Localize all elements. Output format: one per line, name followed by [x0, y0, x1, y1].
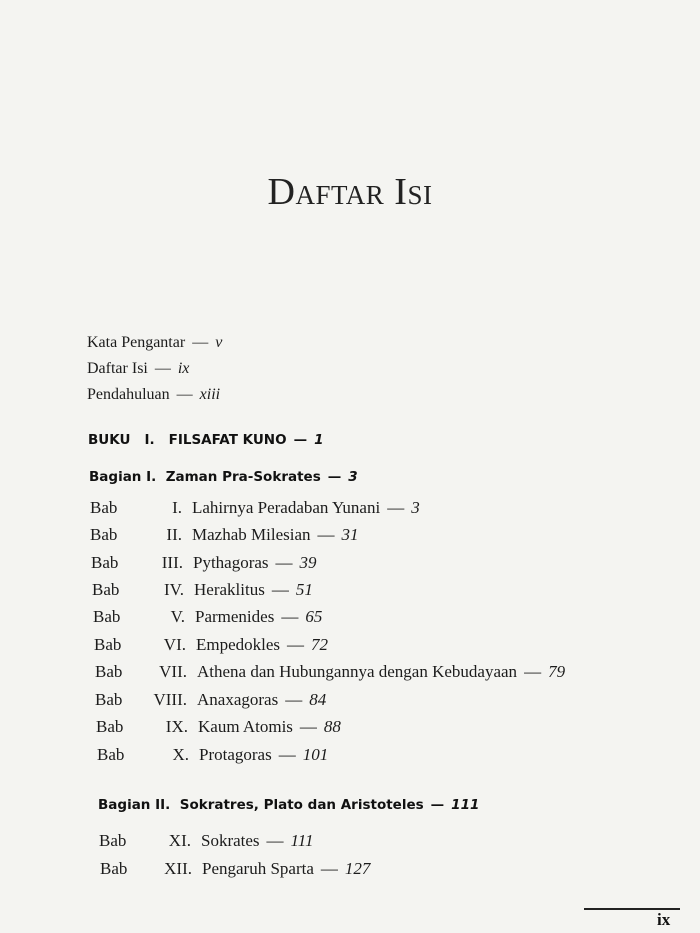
part-page: 111: [451, 797, 480, 813]
chapter-dash: —: [317, 525, 335, 544]
entry-dash: —: [176, 386, 193, 403]
chapter-bab: Bab: [97, 745, 125, 764]
chapter-entry: [100, 857, 370, 881]
book-page: 1: [314, 432, 324, 448]
book-label: FILSAFAT KUNO: [168, 432, 287, 448]
page-title: Daftar Isi: [267, 171, 433, 213]
part-heading: [89, 469, 358, 485]
book-heading: [88, 432, 323, 448]
entry-label: Daftar Isi: [87, 360, 148, 377]
chapter-page: 127: [344, 859, 371, 878]
chapter-dash: —: [281, 607, 299, 626]
chapter-bab: Bab: [90, 498, 118, 517]
chapter-page: 84: [309, 690, 327, 709]
chapter-title: Sokrates: [201, 831, 260, 850]
chapter-entry: [90, 523, 359, 547]
chapter-page: 72: [311, 635, 329, 654]
chapter-bab: Bab: [96, 717, 124, 736]
chapter-entry: [90, 496, 420, 520]
chapter-dash: —: [266, 831, 284, 850]
part-word: Bagian: [98, 797, 151, 813]
chapter-page: 3: [411, 498, 420, 517]
entry-dash: —: [192, 334, 209, 351]
chapter-entry: [95, 688, 326, 712]
entry-dash: —: [154, 360, 171, 377]
chapter-number: X.: [172, 745, 189, 764]
chapter-number: V.: [170, 607, 185, 626]
chapter-page: 88: [323, 717, 341, 736]
chapter-bab: Bab: [92, 580, 120, 599]
chapter-dash: —: [285, 690, 303, 709]
front-matter-list: [87, 330, 222, 408]
chapter-dash: —: [275, 553, 293, 572]
chapter-bab: Bab: [91, 553, 119, 572]
chapter-page: 79: [548, 662, 566, 681]
chapter-title: Lahirnya Peradaban Yunani: [192, 498, 381, 517]
chapter-dash: —: [299, 717, 317, 736]
part-word: Bagian: [89, 469, 142, 485]
chapter-title: Protagoras: [199, 745, 272, 764]
chapter-entry: [92, 578, 313, 602]
chapter-title: Athena dan Hubungannya dengan Kebudayaan: [197, 662, 518, 681]
chapter-title: Parmenides: [195, 607, 275, 626]
chapter-dash: —: [271, 580, 289, 599]
chapter-number: XII.: [164, 859, 192, 878]
chapter-title: Kaum Atomis: [198, 717, 293, 736]
front-matter-item: [87, 356, 222, 382]
entry-page: v: [215, 334, 223, 351]
chapter-entry: [95, 660, 565, 684]
chapter-number: III.: [161, 553, 183, 572]
chapter-number: VI.: [163, 635, 186, 654]
chapter-number: IX.: [165, 717, 188, 736]
chapter-entry: [93, 605, 322, 629]
chapter-number: XI.: [168, 831, 191, 850]
entry-label: Pendahuluan: [87, 386, 170, 403]
chapter-number: VIII.: [153, 690, 187, 709]
chapter-title: Anaxagoras: [197, 690, 279, 709]
chapter-bab: Bab: [90, 525, 118, 544]
book-dash: —: [293, 432, 308, 448]
chapter-page: 65: [305, 607, 323, 626]
entry-page: ix: [177, 360, 190, 377]
chapter-entry: [97, 743, 328, 767]
chapter-number: VII.: [159, 662, 187, 681]
chapter-dash: —: [287, 635, 305, 654]
page-number: ix: [657, 910, 671, 929]
chapter-entry: [96, 715, 341, 739]
part-dash: —: [430, 797, 445, 813]
chapter-title: Mazhab Milesian: [192, 525, 311, 544]
chapter-bab: Bab: [93, 607, 121, 626]
chapter-page: 51: [295, 580, 313, 599]
part-number: II.: [155, 797, 171, 813]
chapter-bab: Bab: [99, 831, 127, 850]
chapter-page: 39: [299, 553, 317, 572]
chapter-page: 101: [302, 745, 329, 764]
chapter-number: IV.: [164, 580, 184, 599]
chapter-bab: Bab: [94, 635, 122, 654]
book-number: I.: [144, 432, 155, 448]
chapter-dash: —: [387, 498, 405, 517]
entry-label: Kata Pengantar: [87, 334, 186, 351]
chapter-number: II.: [166, 525, 182, 544]
chapter-dash: —: [524, 662, 542, 681]
chapter-bab: Bab: [95, 662, 123, 681]
chapter-page: 111: [290, 831, 314, 850]
chapter-number: I.: [172, 498, 182, 517]
part-number: I.: [146, 469, 157, 485]
front-matter-item: [87, 382, 222, 408]
part-label: Sokratres, Plato dan Aristoteles: [179, 797, 424, 813]
chapter-entry: [99, 829, 314, 853]
part-dash: —: [327, 469, 342, 485]
part-label: Zaman Pra-Sokrates: [165, 469, 321, 485]
chapter-dash: —: [278, 745, 296, 764]
part-heading: [98, 797, 479, 813]
chapter-page: 31: [341, 525, 359, 544]
entry-page: xiii: [199, 386, 221, 403]
chapter-entry: [91, 551, 317, 575]
front-matter-item: [87, 330, 222, 356]
chapter-entry: [94, 633, 328, 657]
chapter-bab: Bab: [100, 859, 128, 878]
chapter-title: Pengaruh Sparta: [202, 859, 314, 878]
chapter-dash: —: [320, 859, 338, 878]
part-page: 3: [348, 469, 358, 485]
chapter-title: Empedokles: [196, 635, 281, 654]
chapter-title: Pythagoras: [193, 553, 269, 572]
book-word: BUKU: [88, 432, 131, 448]
chapter-bab: Bab: [95, 690, 123, 709]
chapter-title: Heraklitus: [194, 580, 265, 599]
